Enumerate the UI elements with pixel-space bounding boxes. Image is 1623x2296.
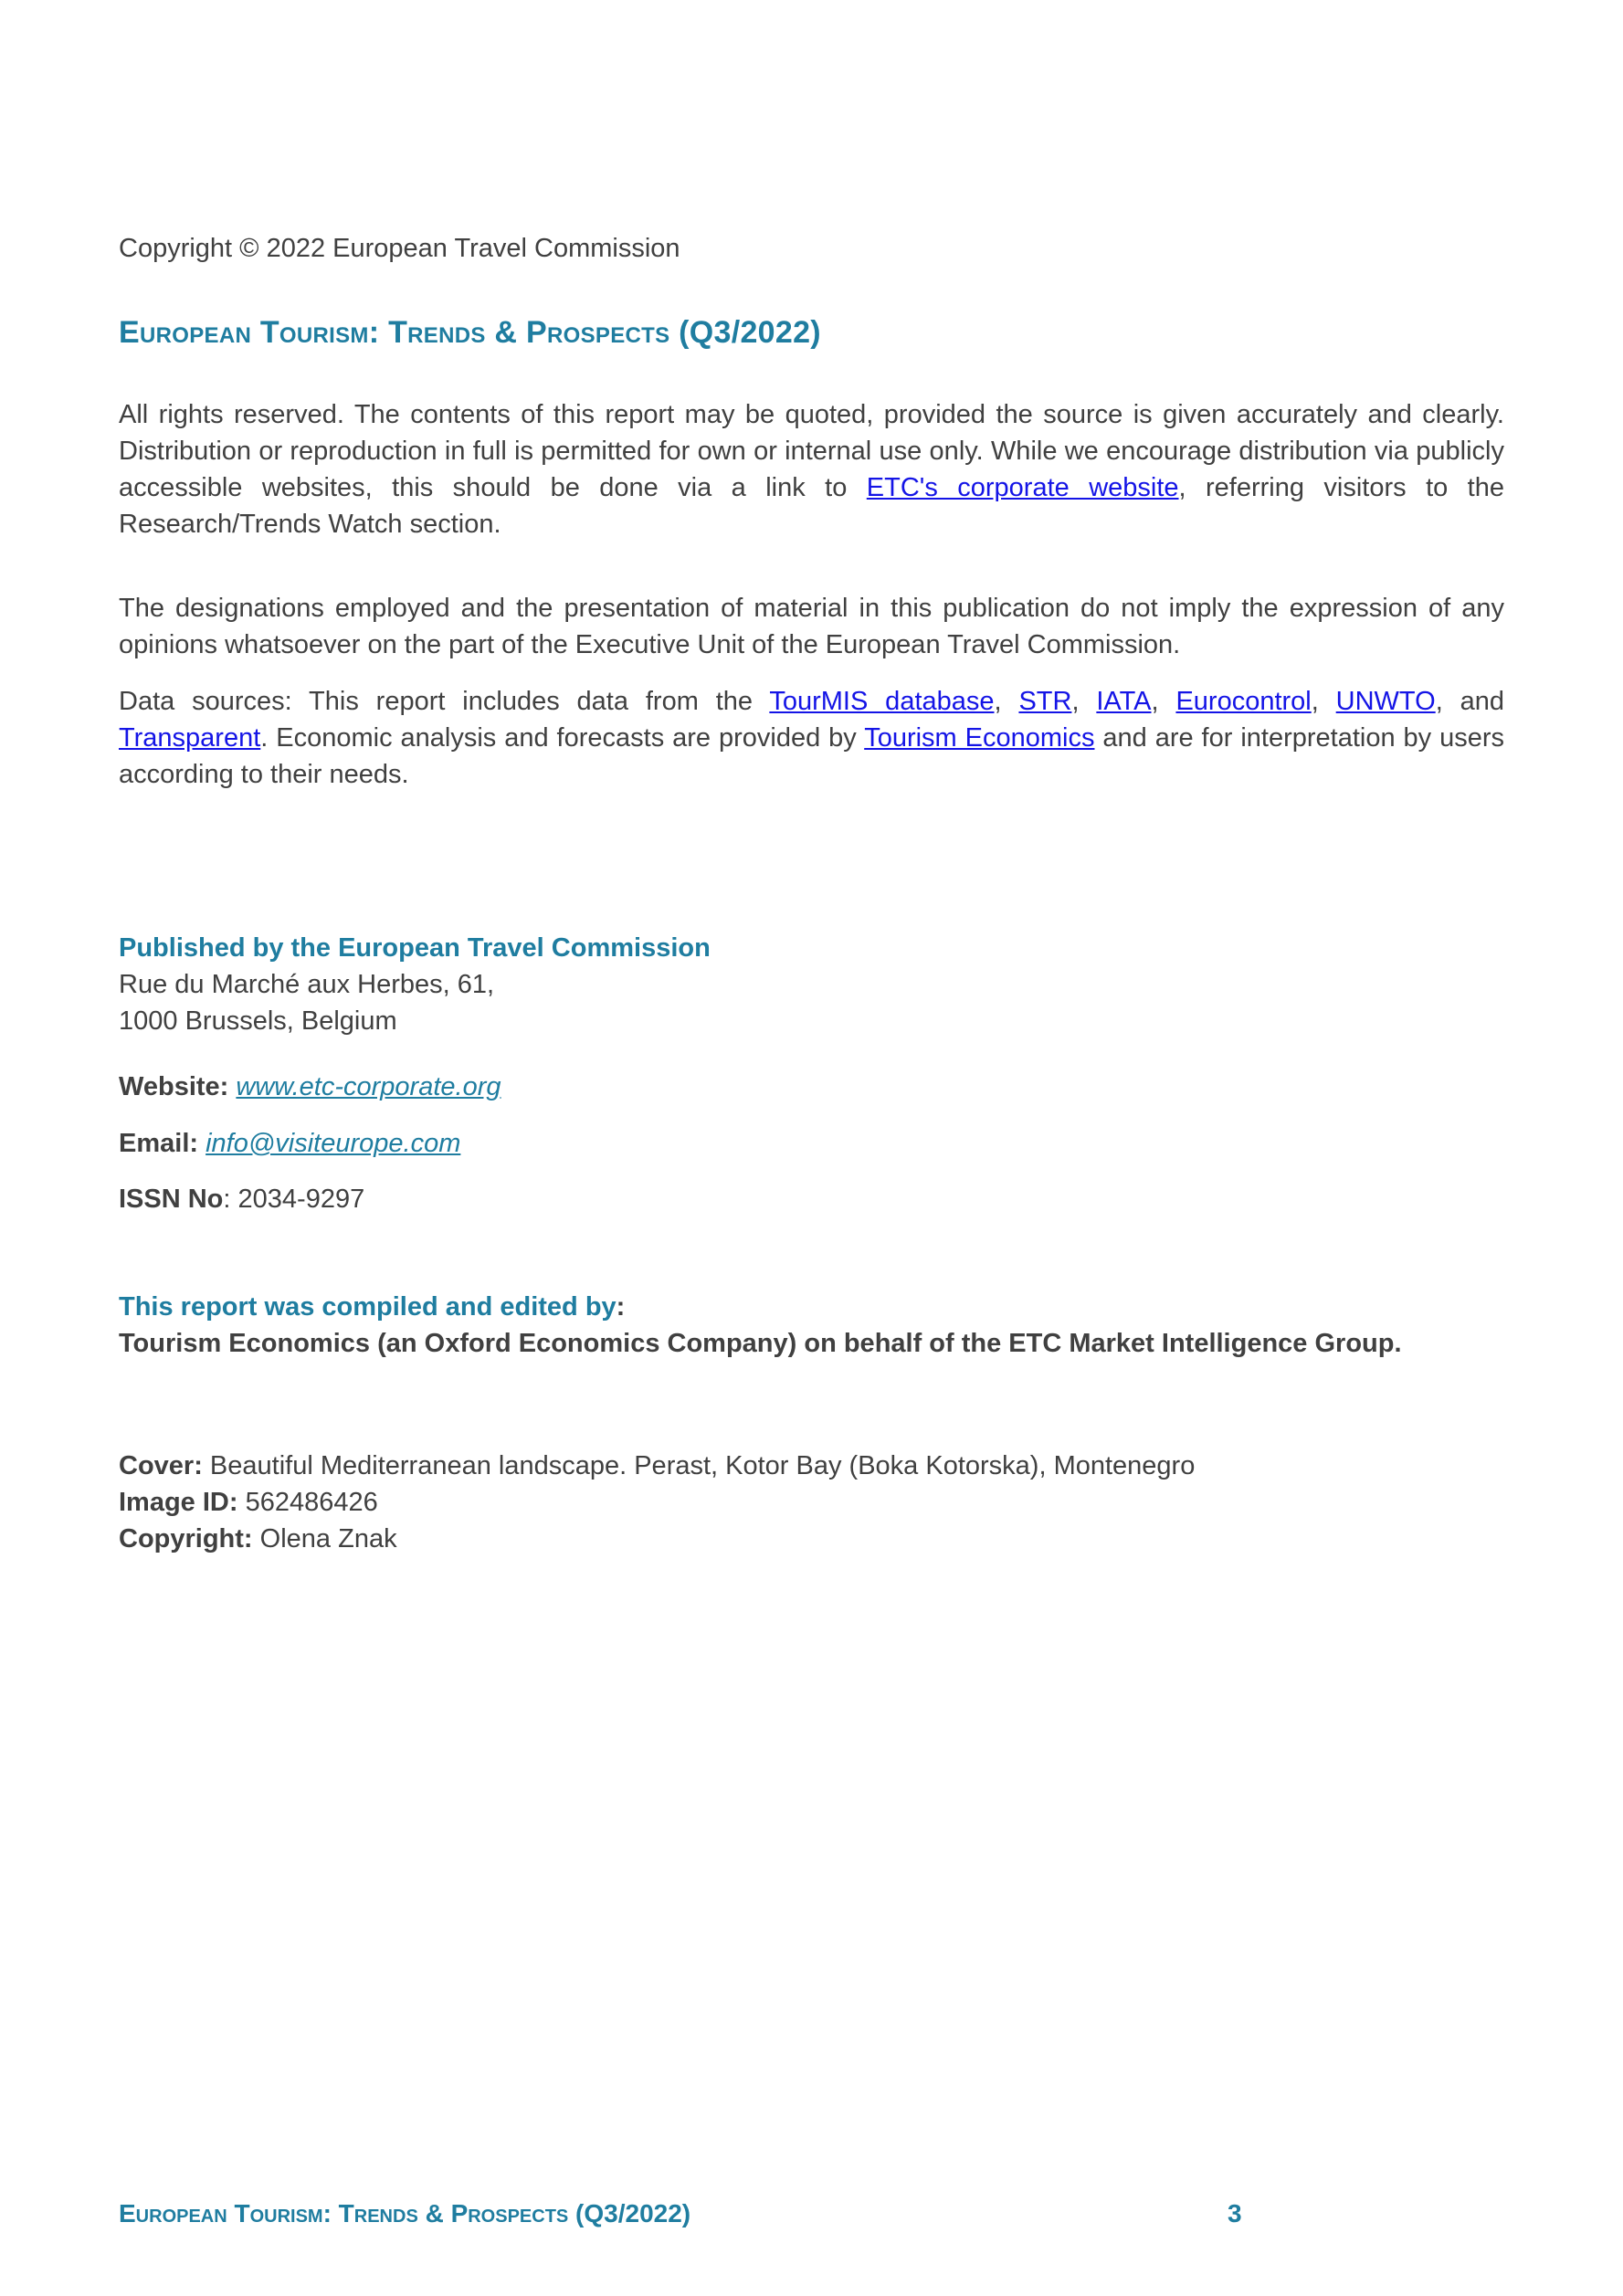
cover-label: Cover:	[119, 1451, 210, 1480]
report-title: European Tourism: Trends & Prospects (Q3/2022)	[119, 315, 821, 350]
rights-text-2: , referring visitors to the Research/Trends Watch section.	[119, 473, 1504, 539]
credits-heading-colon: :	[616, 1292, 626, 1322]
comma-separator: ,	[1151, 687, 1176, 716]
email-line	[119, 1125, 1504, 1162]
page-footer	[119, 2197, 1504, 2230]
credits-heading-text: This report was compiled and edited by	[119, 1292, 617, 1322]
cover-copyright-label: Copyright:	[119, 1524, 260, 1553]
issn-line	[119, 1181, 1504, 1217]
designations-paragraph: The designations employed and the presentation of material in this publication do not imply the expression of any opinions whatsoever on the part of the Executive Unit of the European Travel Commission.	[119, 594, 1504, 659]
cover-copyright-line	[119, 1521, 1504, 1557]
footer-report-title: European Tourism: Trends & Prospects (Q3/2022)	[119, 2199, 691, 2228]
comma-separator: ,	[1071, 687, 1097, 716]
cover-description: Beautiful Mediterranean landscape. Perast, Kotor Bay (Boka Kotorska), Montenegro	[209, 1451, 1196, 1480]
cover-copyright-value: Olena Znak	[259, 1524, 397, 1553]
credits-body: Tourism Economics (an Oxford Economics Company) on behalf of the ETC Market Intelligence Group.	[119, 1329, 1402, 1358]
data-sources-text-3: and are for interpretation by users according to their needs.	[119, 723, 1504, 789]
website-link[interactable]: www.etc-corporate.org	[236, 1072, 501, 1101]
transparent-link[interactable]: Transparent	[119, 723, 261, 753]
cover-info-block	[119, 1448, 1504, 1557]
credits-heading	[119, 1289, 1504, 1325]
data-sources-text-2: . Economic analysis and forecasts are provided by	[260, 723, 865, 753]
eurocontrol-link[interactable]: Eurocontrol	[1175, 687, 1312, 716]
str-link[interactable]: STR	[1018, 687, 1072, 716]
etc-corporate-website-link[interactable]: ETC's corporate website	[866, 473, 1179, 502]
image-id-line	[119, 1484, 1504, 1521]
issn-value: : 2034-9297	[223, 1185, 365, 1214]
unwto-link[interactable]: UNWTO	[1335, 687, 1436, 716]
publisher-address-line-2: 1000 Brussels, Belgium	[119, 1006, 397, 1036]
tourism-economics-link[interactable]: Tourism Economics	[864, 723, 1095, 753]
website-line	[119, 1069, 1504, 1105]
footer-page-number: 3	[1228, 2199, 1242, 2228]
cover-line	[119, 1448, 1504, 1484]
data-sources-paragraph	[119, 683, 1504, 793]
issn-label: ISSN No	[119, 1185, 224, 1214]
email-label: Email:	[119, 1129, 206, 1158]
comma-separator: ,	[994, 687, 1019, 716]
copyright-notice: Copyright © 2022 European Travel Commission	[119, 234, 680, 263]
iata-link[interactable]: IATA	[1096, 687, 1152, 716]
page-content	[119, 0, 1504, 1557]
tourmis-database-link[interactable]: TourMIS database	[769, 687, 995, 716]
email-link[interactable]: info@visiteurope.com	[206, 1129, 461, 1158]
image-id-value: 562486426	[245, 1488, 378, 1517]
website-label: Website:	[119, 1072, 237, 1101]
comma-separator: ,	[1311, 687, 1336, 716]
published-by-heading: Published by the European Travel Commission	[119, 933, 711, 963]
data-sources-text-1: Data sources: This report includes data from the	[119, 687, 770, 716]
rights-paragraph	[119, 396, 1504, 542]
image-id-label: Image ID:	[119, 1488, 246, 1517]
and-separator: , and	[1435, 687, 1504, 716]
rights-text-1: All rights reserved. The contents of this report may be quoted, provided the source is given accurately and clearly. Distribution or reproduction in full is permitted for own or internal use only. While we encourage distribution via publicly accessible websites, this should be done via a link to	[119, 400, 1504, 502]
publisher-address-line-1: Rue du Marché aux Herbes, 61,	[119, 970, 495, 999]
